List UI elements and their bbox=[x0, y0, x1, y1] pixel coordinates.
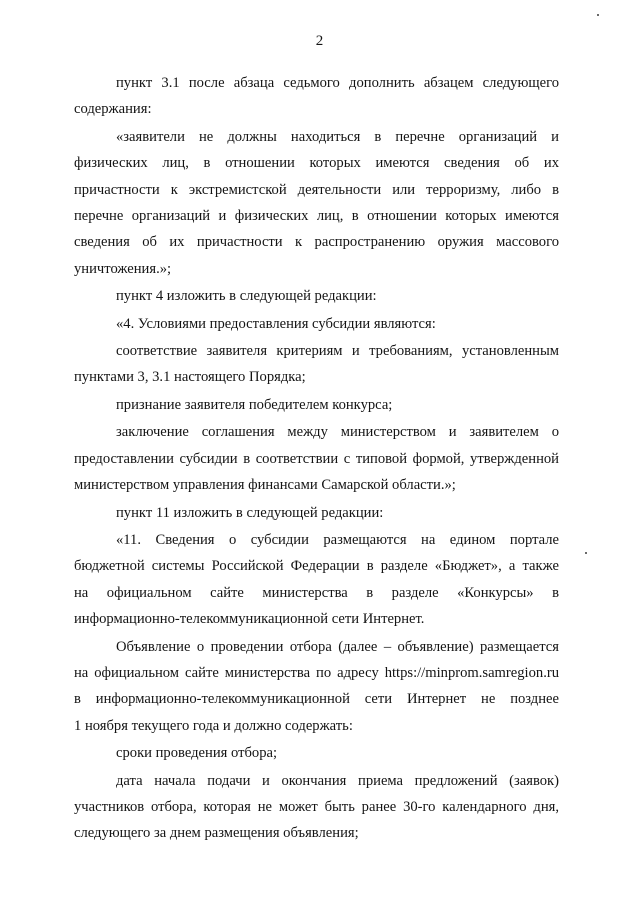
scan-speck bbox=[585, 552, 587, 554]
text-line: «заявители не должны находиться в перечне организаций и bbox=[116, 128, 559, 145]
text-line: сведения об их причастности к распространению оружия массового bbox=[74, 234, 559, 251]
text-line: дата начала подачи и окончания приема предложений (заявок) bbox=[116, 772, 559, 789]
page-number: 2 bbox=[315, 33, 324, 49]
text-line: в информационно-телекоммуникационной сети Интернет не позднее bbox=[74, 691, 559, 708]
text-line: пункт 4 изложить в следующей редакции: bbox=[116, 288, 377, 305]
text-line: пункт 11 изложить в следующей редакции: bbox=[116, 504, 384, 521]
text-line: бюджетной системы Российской Федерации в разделе «Бюджет», а также bbox=[74, 558, 559, 575]
paragraph bbox=[74, 419, 559, 498]
document-body bbox=[74, 70, 559, 847]
text-line: причастности к экстремистской деятельности или терроризму, либо в bbox=[74, 181, 559, 198]
text-line: «4. Условиями предоставления субсидии являются: bbox=[116, 315, 436, 332]
paragraph bbox=[74, 338, 559, 391]
paragraph bbox=[74, 392, 559, 418]
paragraph bbox=[74, 124, 559, 282]
text-line: перечне организаций и физических лиц, в отношении которых имеются bbox=[74, 208, 559, 225]
text-line: сроки проведения отбора; bbox=[116, 745, 278, 762]
text-line: 1 ноября текущего года и должно содержать: bbox=[74, 717, 353, 734]
text-line: признание заявителя победителем конкурса; bbox=[116, 396, 393, 413]
text-line: Объявление о проведении отбора (далее – объявление) размещается bbox=[116, 638, 559, 655]
paragraph bbox=[74, 283, 559, 309]
paragraph bbox=[74, 768, 559, 847]
text-line: содержания: bbox=[74, 101, 152, 118]
paragraph bbox=[74, 634, 559, 740]
text-line: заключение соглашения между министерством и заявителем о bbox=[116, 424, 559, 441]
text-line: предоставлении субсидии в соответствии с типовой формой, утвержденной bbox=[74, 450, 559, 467]
text-line: участников отбора, которая не может быть ранее 30-го календарного дня, bbox=[74, 798, 559, 815]
paragraph bbox=[74, 311, 559, 337]
paragraph bbox=[74, 500, 559, 526]
paragraph bbox=[74, 740, 559, 766]
text-line: пункт 3.1 после абзаца седьмого дополнить абзацем следующего bbox=[116, 75, 559, 91]
text-line: следующего за днем размещения объявления; bbox=[74, 825, 359, 842]
text-line: пунктами 3, 3.1 настоящего Порядка; bbox=[74, 369, 306, 386]
scan-speck bbox=[597, 14, 599, 16]
text-line: «11. Сведения о субсидии размещаются на едином портале bbox=[116, 531, 559, 548]
text-line: информационно-телекоммуникационной сети Интернет. bbox=[74, 611, 425, 628]
text-line: на официальном сайте министерства в разделе «Конкурсы» в bbox=[74, 584, 559, 601]
paragraph bbox=[74, 527, 559, 633]
paragraph bbox=[74, 70, 559, 123]
text-line: уничтожения.»; bbox=[74, 260, 172, 277]
text-line: физических лиц, в отношении которых имеются сведения об их bbox=[74, 155, 559, 172]
text-line: на официальном сайте министерства по адресу https://minprom.samregion.ru bbox=[74, 664, 559, 681]
text-line: министерством управления финансами Самарской области.»; bbox=[74, 477, 456, 494]
text-line: соответствие заявителя критериям и требованиям, установленным bbox=[116, 343, 559, 360]
